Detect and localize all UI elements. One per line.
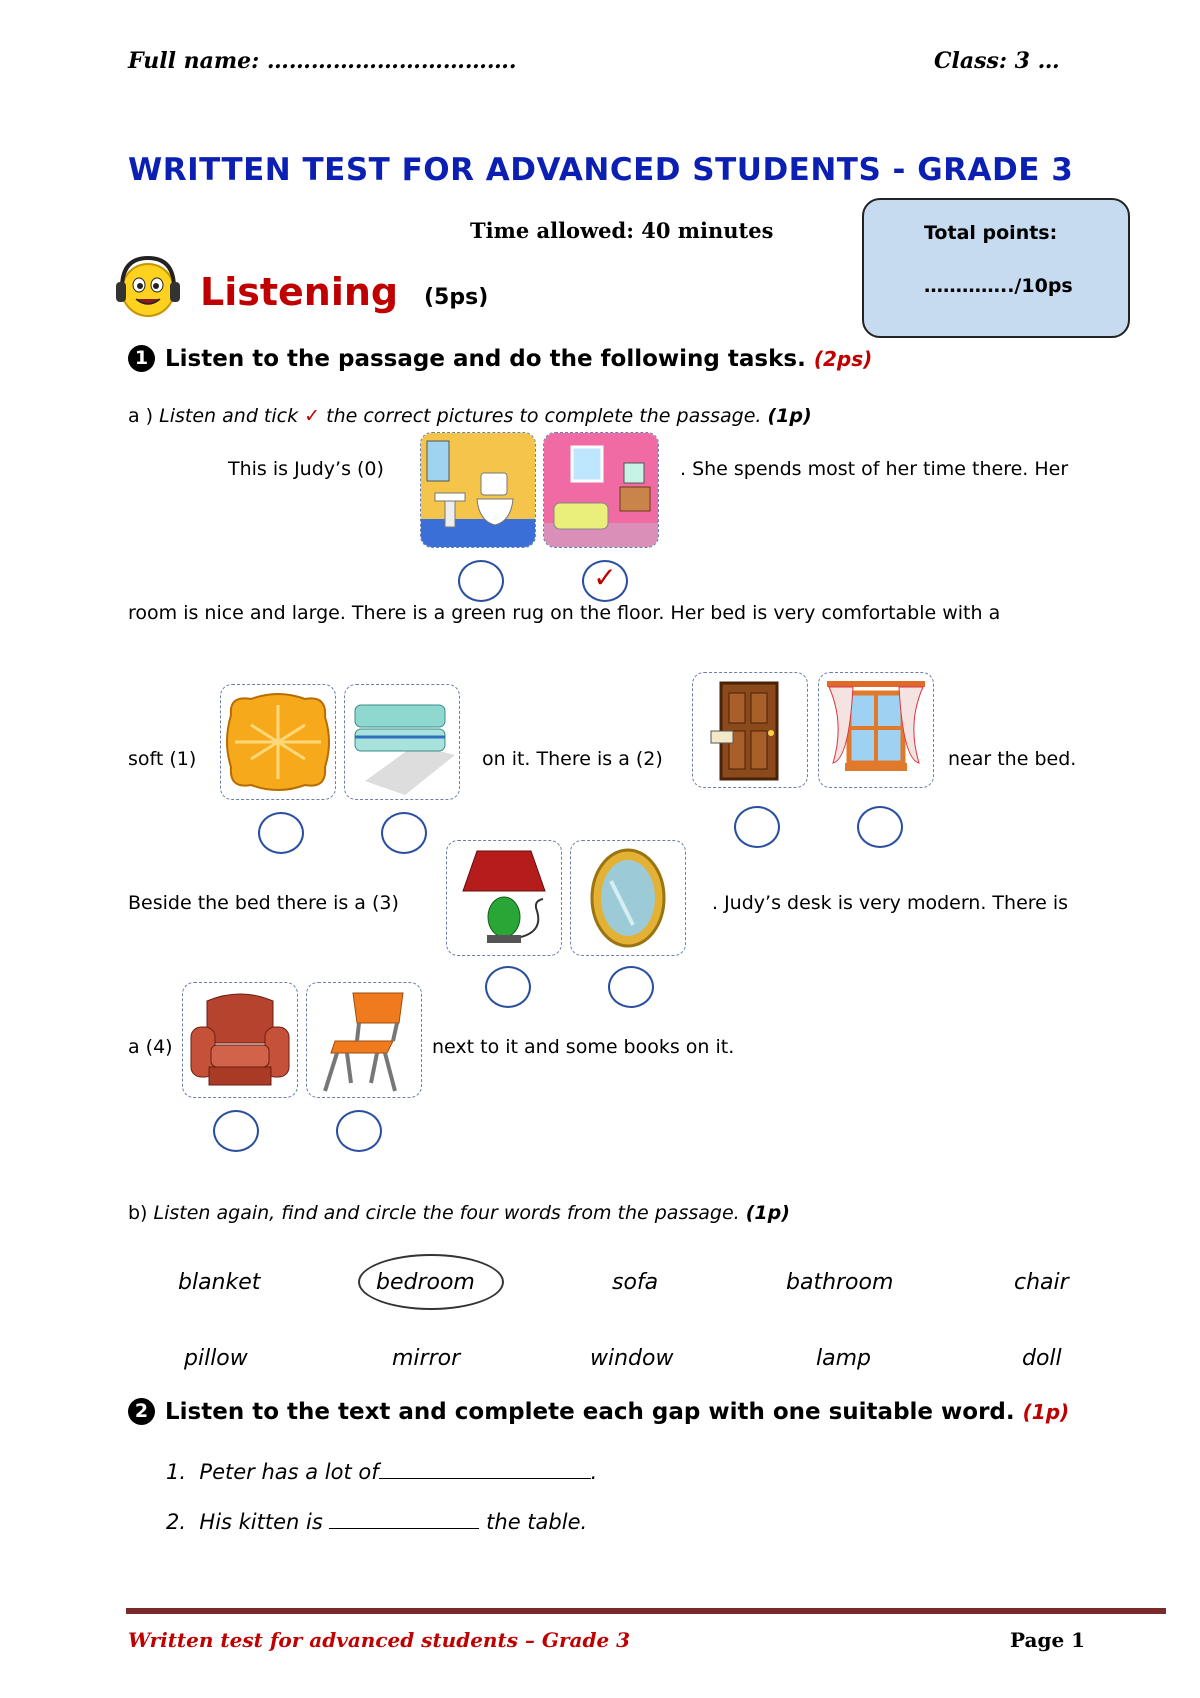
passage-line-5-pre: a (4) [128, 1036, 173, 1058]
word-option[interactable]: lamp [816, 1346, 871, 1371]
item-number: 2. [166, 1510, 187, 1534]
task2-item-2 [166, 1508, 587, 1534]
full-name-field: Full name: ……………………………. [128, 48, 517, 74]
chair-picture [306, 982, 422, 1098]
answer-gap-1[interactable] [379, 1458, 591, 1479]
footer-title: Written test for advanced students – Grade 3 [128, 1628, 631, 1652]
passage-line-3-post: near the bed. [948, 748, 1077, 770]
tick-icon: ✓ [304, 405, 321, 427]
door-picture [692, 672, 808, 788]
item-text: His kitten is [199, 1510, 323, 1534]
time-allowed: Time allowed: 40 minutes [470, 218, 774, 243]
passage-line-1-post: . She spends most of her time there. Her [680, 458, 1069, 480]
passage-line-2: room is nice and large. There is a green rug on the floor. Her bed is very comfortable with a [128, 602, 1001, 624]
total-points-value: …………../10ps [924, 275, 1073, 297]
footer-divider [126, 1608, 1166, 1614]
answer-circle-0b[interactable] [582, 560, 628, 602]
word-option[interactable]: window [590, 1346, 674, 1371]
bedroom-picture [543, 432, 659, 548]
part-a-label: a ) [128, 405, 154, 427]
word-option[interactable]: bathroom [786, 1270, 894, 1295]
answer-circle-2b[interactable] [857, 806, 903, 848]
pillow-picture [220, 684, 336, 800]
part-b-label: b) [128, 1202, 148, 1224]
answer-circle-3a[interactable] [485, 966, 531, 1008]
word-option[interactable]: doll [1022, 1346, 1062, 1371]
total-points-label: Total points: [924, 222, 1058, 244]
task1-number: 1 [128, 345, 155, 372]
item-text-post: the table. [486, 1510, 588, 1534]
answer-circle-1a[interactable] [258, 812, 304, 854]
window-picture [818, 672, 934, 788]
section-title-listening: Listening [200, 270, 399, 314]
task1-title: Listen to the passage and do the following tasks. [165, 346, 806, 372]
armchair-picture [182, 982, 298, 1098]
passage-line-4-post: . Judy’s desk is very modern. There is [712, 892, 1069, 914]
blanket-picture [344, 684, 460, 800]
word-option[interactable]: bedroom [376, 1270, 475, 1295]
page-title: WRITTEN TEST FOR ADVANCED STUDENTS - GRADE 3 [128, 152, 1074, 188]
example-tick-icon: ✓ [593, 561, 617, 594]
item-text: Peter has a lot of [199, 1460, 379, 1484]
answer-circle-3b[interactable] [608, 966, 654, 1008]
answer-circle-1b[interactable] [381, 812, 427, 854]
task2-heading [128, 1398, 1069, 1425]
passage-line-5-post: next to it and some books on it. [432, 1036, 735, 1058]
word-option[interactable]: pillow [184, 1346, 248, 1371]
item-number: 1. [166, 1460, 187, 1484]
answer-circle-4a[interactable] [213, 1110, 259, 1152]
part-b-text: Listen again, find and circle the four words from the passage. [153, 1202, 740, 1224]
class-field: Class: 3 … [934, 48, 1060, 74]
total-points-box [862, 198, 1130, 338]
word-option[interactable]: blanket [178, 1270, 261, 1295]
part-a-instruction [128, 405, 812, 427]
task2-number: 2 [128, 1398, 155, 1425]
task1-heading [128, 345, 872, 372]
mirror-picture [570, 840, 686, 956]
passage-line-4-pre: Beside the bed there is a (3) [128, 892, 399, 914]
part-b-instruction [128, 1202, 790, 1224]
answer-gap-2[interactable] [329, 1508, 479, 1529]
task1-points: (2ps) [813, 347, 873, 371]
passage-line-3-mid: on it. There is a (2) [482, 748, 663, 770]
lamp-picture [446, 840, 562, 956]
task2-points: (1p) [1022, 1400, 1070, 1424]
part-b-points: (1p) [745, 1202, 790, 1224]
part-a-text-2: the correct pictures to complete the passage. [326, 405, 762, 427]
passage-line-1-pre: This is Judy’s (0) [228, 458, 384, 480]
answer-circle-4b[interactable] [336, 1110, 382, 1152]
section-points: (5ps) [424, 285, 489, 310]
word-option[interactable]: sofa [612, 1270, 659, 1295]
headphones-smiley-icon [112, 252, 184, 320]
answer-circle-0a[interactable] [458, 560, 504, 602]
page-number: Page 1 [1010, 1628, 1086, 1652]
word-option[interactable]: chair [1014, 1270, 1069, 1295]
part-a-points: (1p) [767, 405, 812, 427]
bathroom-picture [420, 432, 536, 548]
passage-line-3-pre: soft (1) [128, 748, 197, 770]
part-a-text-1: Listen and tick [159, 405, 299, 427]
task2-item-1 [166, 1458, 597, 1484]
task2-title: Listen to the text and complete each gap with one suitable word. [165, 1399, 1015, 1425]
item-text-post: . [590, 1460, 598, 1484]
word-option[interactable]: mirror [392, 1346, 461, 1371]
answer-circle-2a[interactable] [734, 806, 780, 848]
